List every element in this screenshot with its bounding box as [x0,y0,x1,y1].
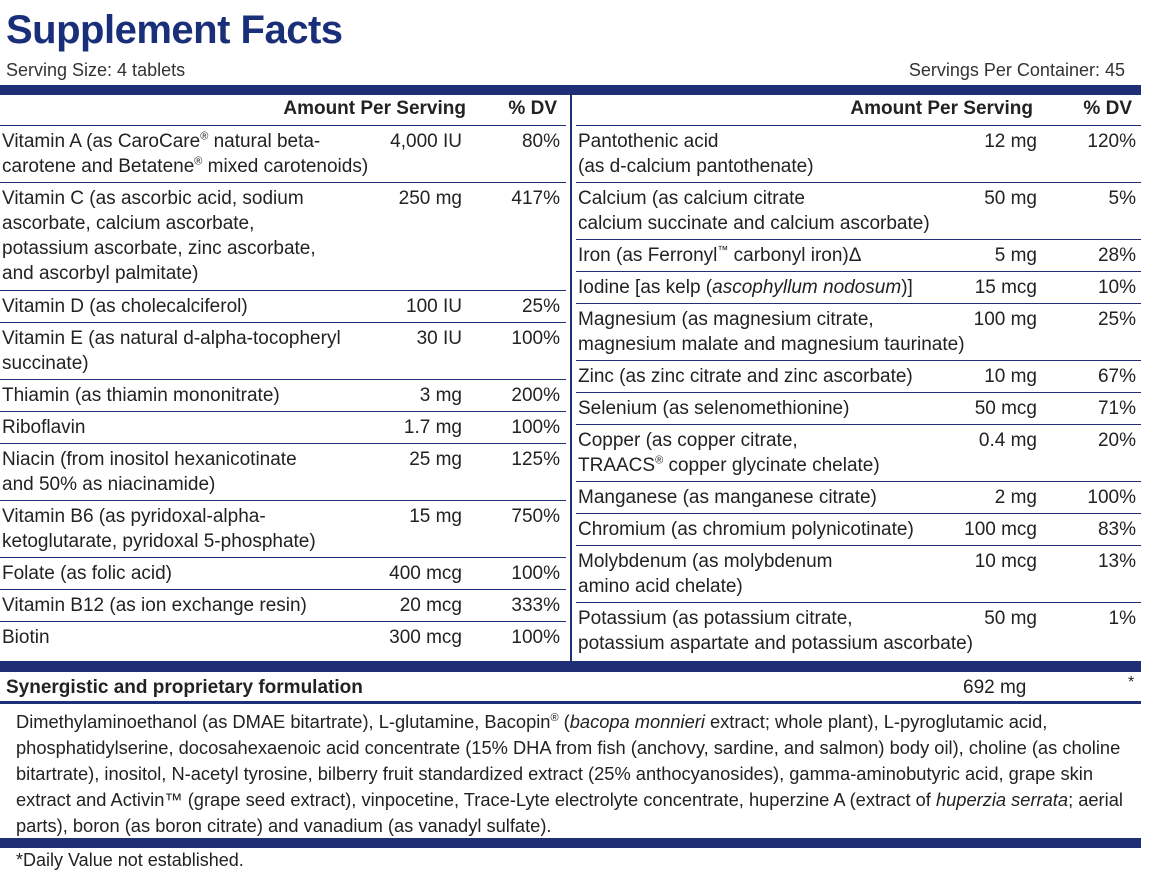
proprietary-ingredients: Dimethylaminoethanol (as DMAE bitartrate), L-glutamine, Bacopin® (bacopa monnieri extract; whole plant), L-pyroglutamic acid, phosphatidylserine, docosahexaenoic acid concentrate (15% DHA from fish (anchovy, sardine, and salmon) body oil), choline (as choline bitartrate), inositol, N-acetyl tyrosine, bilberry fruit standardized extract (25% anthocyanosides), gamma-aminobutyric acid, grape skin extract and Activin™ (grape seed extract), vinpocetine, Trace-Lyte electrolyte concentrate, huperzine A (extract of huperzia serrata; aerial parts), boron (as boron citrate) and vanadium (as vanadyl sulfate). [16,711,1123,836]
servings-per-container: Servings Per Container: 45 [908,60,1125,80]
nutrient-dv: 25% [1097,309,1136,330]
nutrient-row [576,545,1141,602]
right-column-header [576,96,1141,125]
nutrient-row [576,239,1141,271]
nutrient-row [576,182,1141,239]
nutrient-amount: 12 mg [984,131,1037,152]
nutrient-name: Magnesium (as magnesium citrate, magnesium malate and magnesium taurinate) [578,309,965,355]
nutrient-amount: 100 IU [406,296,462,317]
amount-header: Amount Per Serving [283,98,466,119]
nutrient-row [0,500,566,557]
left-nutrient-column [0,96,566,653]
nutrient-amount: 50 mg [984,188,1037,209]
nutrient-dv: 5% [1108,188,1136,209]
nutrient-name: Vitamin A (as CaroCare® natural beta- carotene and Betatene® mixed carotenoids) [2,130,369,177]
proprietary-label: Synergistic and proprietary formulation [6,677,363,698]
nutrient-amount: 50 mg [984,608,1037,629]
nutrient-amount: 25 mg [409,449,462,470]
nutrient-name: Biotin [2,627,50,648]
nutrient-amount: 400 mcg [389,563,462,584]
nutrient-name: Calcium (as calcium citrate calcium succinate and calcium ascorbate) [578,188,930,234]
nutrient-amount: 250 mg [398,188,462,209]
nutrient-row [576,424,1141,481]
nutrient-name: Potassium (as potassium citrate, potassium aspartate and potassium ascorbate) [578,608,973,654]
panel-title: Supplement Facts [6,8,343,52]
nutrient-amount: 1.7 mg [403,417,462,438]
nutrient-dv: 67% [1097,366,1136,387]
proprietary-amount: 692 mg [963,677,1027,698]
footnote: *Daily Value not established. [16,850,244,870]
nutrient-row [0,125,566,182]
nutrient-row [0,443,566,500]
nutrient-name: Vitamin D (as cholecalciferol) [2,296,248,317]
nutrient-name: Vitamin B6 (as pyridoxal-alpha- ketoglutarate, pyridoxal 5-phosphate) [2,506,316,552]
nutrient-name: Vitamin C (as ascorbic acid, sodium ascorbate, calcium ascorbate, potassium ascorbate, zinc ascorbate, and ascorbyl palmitate) [2,188,316,284]
left-column-header [0,96,566,125]
nutrient-name: Manganese (as manganese citrate) [578,487,877,508]
nutrient-amount: 5 mg [994,245,1037,266]
nutrient-dv: 1% [1108,608,1136,629]
nutrient-name: Iodine [as kelp (ascophyllum nodosum)] [578,277,913,298]
nutrient-name: Molybdenum (as molybdenum amino acid chelate) [578,551,833,597]
nutrient-row [576,392,1141,424]
nutrient-name: Thiamin (as thiamin mononitrate) [2,385,280,406]
nutrient-dv: 417% [511,188,560,209]
nutrient-row [576,271,1141,303]
nutrient-name: Zinc (as zinc citrate and zinc ascorbate) [578,366,913,387]
nutrient-row [576,513,1141,545]
nutrient-name: Riboflavin [2,417,86,438]
nutrient-dv: 100% [511,328,560,349]
nutrient-dv: 100% [511,563,560,584]
nutrient-amount: 10 mcg [974,551,1037,572]
nutrient-name: Copper (as copper citrate, TRAACS® copper glycinate chelate) [578,430,880,476]
nutrient-dv: 13% [1097,551,1136,572]
nutrient-amount: 100 mg [973,309,1037,330]
nutrient-row [576,481,1141,513]
nutrient-dv: 80% [521,131,560,152]
serving-size: Serving Size: 4 tablets [6,60,186,80]
nutrient-amount: 3 mg [419,385,462,406]
nutrient-row [576,602,1141,659]
nutrient-row [576,360,1141,392]
proprietary-rule [0,701,1141,704]
middle-thick-rule [0,661,1141,672]
nutrient-name: Pantothenic acid (as d-calcium pantothenate) [578,131,814,177]
nutrient-row [576,303,1141,360]
nutrient-row [0,322,566,379]
nutrient-dv: 28% [1097,245,1136,266]
nutrient-amount: 4,000 IU [390,131,462,152]
nutrient-amount: 10 mg [984,366,1037,387]
nutrient-row [0,182,566,290]
nutrient-amount: 300 mcg [389,627,462,648]
nutrient-name: Niacin (from inositol hexanicotinate and 50% as niacinamide) [2,449,297,495]
bottom-thick-rule [0,838,1141,848]
column-divider [570,95,572,661]
nutrient-dv: 83% [1097,519,1136,540]
dv-header: % DV [1083,98,1132,119]
nutrient-dv: 10% [1097,277,1136,298]
nutrient-dv: 25% [521,296,560,317]
top-thick-rule [0,85,1141,95]
nutrient-amount: 15 mg [409,506,462,527]
amount-header: Amount Per Serving [850,98,1033,119]
nutrient-amount: 100 mcg [964,519,1037,540]
nutrient-name: Iron (as Ferronyl™ carbonyl iron)Δ [578,244,862,266]
nutrient-name: Vitamin B12 (as ion exchange resin) [2,595,307,616]
nutrient-row [0,290,566,322]
nutrient-dv: 125% [511,449,560,470]
nutrient-dv: 333% [511,595,560,616]
nutrient-dv: 100% [511,417,560,438]
nutrient-amount: 0.4 mg [978,430,1037,451]
nutrient-amount: 20 mcg [399,595,462,616]
nutrient-row [0,621,566,653]
nutrient-row [0,589,566,621]
nutrient-row [576,125,1141,182]
nutrient-amount: 50 mcg [974,398,1037,419]
nutrient-dv: 20% [1097,430,1136,451]
nutrient-dv: 750% [511,506,560,527]
nutrient-dv: 71% [1097,398,1136,419]
nutrient-dv: 100% [511,627,560,648]
nutrient-row [0,411,566,443]
nutrient-name: Chromium (as chromium polynicotinate) [578,519,914,540]
dv-header: % DV [508,98,557,119]
nutrient-amount: 30 IU [416,328,462,349]
nutrient-amount: 2 mg [994,487,1037,508]
nutrient-name: Vitamin E (as natural d-alpha-tocopheryl succinate) [2,328,341,374]
right-nutrient-column [576,96,1141,659]
nutrient-row [0,557,566,589]
nutrient-row [0,379,566,411]
nutrient-dv: 200% [511,385,560,406]
nutrient-name: Folate (as folic acid) [2,563,173,584]
nutrient-name: Selenium (as selenomethionine) [578,398,850,419]
nutrient-dv: 100% [1087,487,1136,508]
nutrient-amount: 15 mcg [974,277,1037,298]
nutrient-dv: 120% [1087,131,1136,152]
proprietary-dv: * [1128,674,1135,691]
